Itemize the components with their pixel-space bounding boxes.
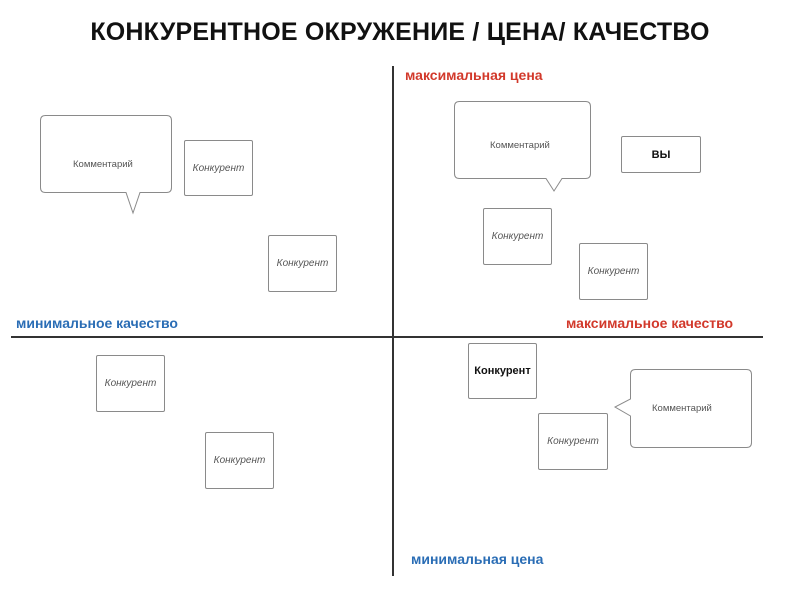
comment-bubble bbox=[612, 369, 754, 449]
competitor-box: Конкурент bbox=[468, 343, 537, 399]
axis-label-max-price: максимальная цена bbox=[405, 67, 543, 83]
page-title: КОНКУРЕНТНОЕ ОКРУЖЕНИЕ / ЦЕНА/ КАЧЕСТВО bbox=[90, 18, 710, 46]
comment-text: Комментарий bbox=[652, 403, 712, 414]
competitor-box: Конкурент bbox=[205, 432, 274, 489]
competitor-box: Конкурент bbox=[96, 355, 165, 412]
quality-axis-line bbox=[11, 336, 763, 338]
competitor-box: Конкурент bbox=[184, 140, 253, 196]
competitor-box: Конкурент bbox=[268, 235, 337, 292]
comment-bubble bbox=[454, 101, 592, 193]
comment-bubble bbox=[40, 115, 172, 215]
comment-text: Комментарий bbox=[490, 140, 550, 151]
competitor-box: Конкурент bbox=[483, 208, 552, 265]
axis-label-max-quality: максимальное качество bbox=[566, 315, 734, 331]
you-box: ВЫ bbox=[621, 136, 701, 173]
axis-label-min-quality: минимальное качество bbox=[16, 315, 178, 331]
price-axis-line bbox=[392, 66, 394, 576]
competitor-box: Конкурент bbox=[579, 243, 648, 300]
competitor-box: Конкурент bbox=[538, 413, 608, 470]
axis-label-min-price: минимальная цена bbox=[411, 551, 544, 567]
comment-text: Комментарий bbox=[73, 159, 133, 170]
